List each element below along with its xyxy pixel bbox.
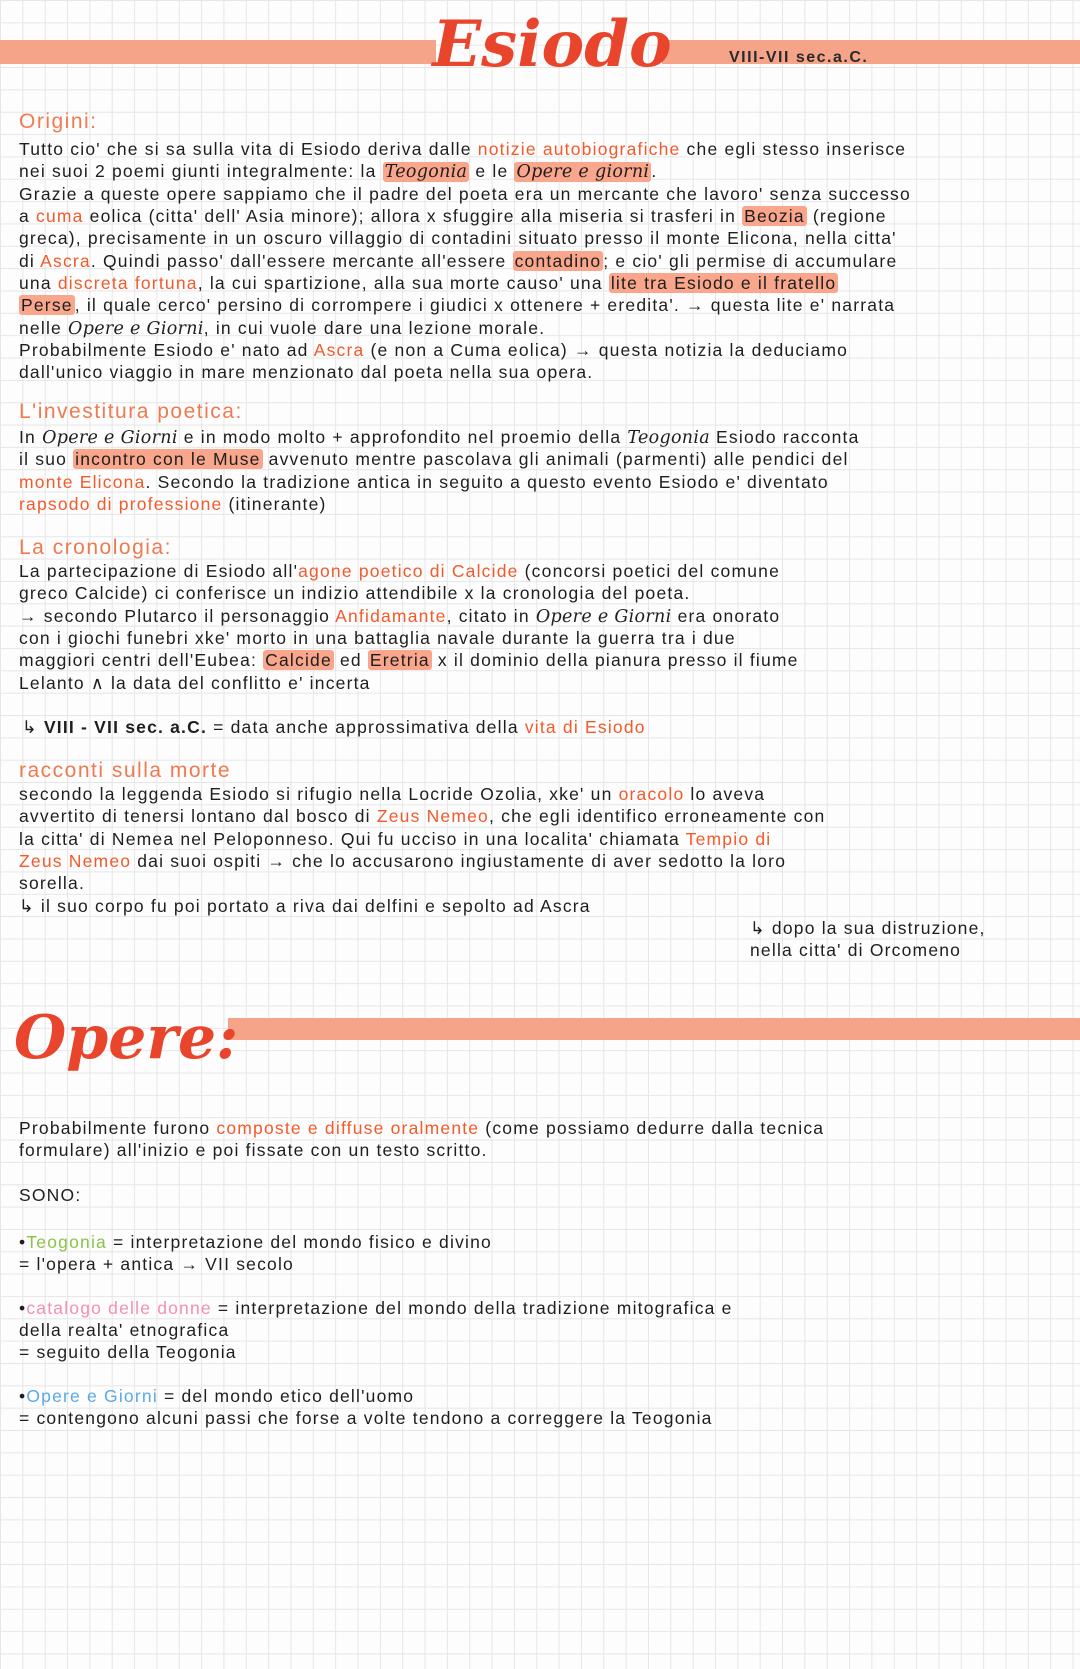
text-line [750, 939, 986, 961]
orange-keyword: Anfidamante [335, 605, 447, 626]
title-stripe-left [0, 40, 436, 64]
text-line [19, 1385, 733, 1407]
text-line [19, 1139, 824, 1161]
text-line [750, 917, 986, 939]
text-segment: greco Calcide) ci conferisce un indizio attendibile x la cronologia del poeta. [19, 583, 691, 604]
text-line [19, 138, 911, 160]
opere-title-stripe [228, 1018, 1080, 1040]
text-segment: ↳ [22, 717, 44, 737]
text-line [19, 560, 799, 582]
text-segment: In [19, 427, 43, 447]
text-line [19, 582, 799, 604]
work-title: Opere e Giorni [535, 606, 672, 627]
text-segment: (concorsi poetici del comune [518, 561, 781, 581]
text-segment: Esiodo racconta [710, 427, 860, 447]
text-line [19, 205, 911, 227]
text-line [19, 272, 911, 294]
orange-keyword: Ascra [313, 340, 365, 361]
text-segment: e in modo molto + approfondito nel proemio della [177, 427, 628, 447]
text-segment: dai suoi ospiti → che lo accusarono ingiustamente di aver sedotto la loro [131, 851, 787, 872]
text-line [19, 605, 799, 627]
morte-side-note [750, 917, 986, 962]
highlighted-phrase: Perse [21, 295, 73, 316]
text-segment: • [19, 1297, 27, 1318]
opere-list-label: SONO: [19, 1185, 82, 1205]
text-segment: ↳ dopo la sua distruzione, [750, 918, 986, 938]
text-line [19, 1341, 733, 1363]
text-segment: = data anche approssimativa della [207, 717, 525, 737]
text-segment: il suo [19, 449, 74, 470]
text-segment: che egli stesso inserisce [680, 139, 907, 159]
text-line [19, 850, 825, 872]
text-segment: con i giochi funebri xke' morto in una battaglia navale durante la guerra tra i due [19, 628, 736, 649]
text-segment: avvertito di tenersi lontano dal bosco di [19, 806, 377, 827]
orange-keyword: agone poetico di Calcide [298, 561, 519, 581]
text-segment: , che egli identifico erroneamente con [489, 806, 826, 827]
date-range: VIII - VII sec. a.C. [43, 717, 208, 737]
text-line [19, 627, 799, 649]
text-segment: , il quale cerco' persino di corrompere i giudici x ottenere + eredita'. → questa lite e' narrata [74, 295, 896, 316]
text-segment: = contengono alcuni passi che forse a volte tendono a correggere la Teogonia [19, 1408, 713, 1429]
text-segment: = interpretazione del mondo fisico e divino [106, 1232, 492, 1252]
orange-keyword: cuma [36, 206, 84, 227]
text-segment: (e non a Cuma eolica) → questa notizia la deduciamo [364, 340, 849, 361]
list-item [19, 1297, 733, 1364]
text-segment: nei suoi 2 poemi giunti integralmente: la [19, 161, 383, 182]
highlighted-phrase: Opere e giorni [516, 162, 650, 183]
text-line [19, 1297, 733, 1319]
text-segment: Tutto cio' che si sa sulla vita di Esiodo deriva dalle [19, 139, 478, 159]
list-item [19, 1231, 733, 1276]
text-segment: lo aveva [684, 784, 766, 804]
text-segment: = del mondo etico dell'uomo [157, 1385, 415, 1406]
text-segment: → secondo Plutarco il personaggio [19, 605, 336, 626]
orange-keyword: notizie autobiografiche [477, 139, 681, 159]
opere-list [19, 1231, 733, 1450]
text-segment: = interpretazione del mondo della tradizione mitografica e [211, 1297, 733, 1318]
pink-keyword: catalogo delle donne [26, 1297, 212, 1318]
text-segment: . [651, 161, 658, 182]
text-line [19, 1231, 733, 1253]
cronologia-date-line [22, 716, 646, 738]
text-line [19, 317, 911, 339]
highlighted-phrase: incontro con le Muse [75, 449, 261, 470]
text-line [22, 716, 646, 738]
cronologia-body [19, 560, 799, 694]
orange-keyword: composte e diffuse oralmente [216, 1118, 480, 1138]
green-keyword: Teogonia [26, 1232, 107, 1252]
text-segment: una [19, 273, 58, 294]
highlighted-phrase: Calcide [265, 650, 332, 671]
text-line [19, 805, 825, 827]
text-segment: eolica (citta' dell' Asia minore); allora x sfuggire alla miseria si trasferi in [83, 206, 743, 227]
text-line [19, 1253, 733, 1275]
blue-keyword: Opere e Giorni [26, 1385, 158, 1406]
orange-keyword: vita di Esiodo [524, 717, 646, 737]
text-segment: della realta' etnografica [19, 1320, 230, 1341]
orange-keyword: oracolo [618, 784, 685, 804]
text-segment: sorella. [19, 873, 86, 894]
text-line [19, 1407, 733, 1429]
text-segment: ; e cio' gli permise di accumulare [603, 250, 898, 271]
text-segment: Grazie a queste opere sappiamo che il padre del poeta era un mercante che lavoro' senza successo [19, 183, 911, 204]
text-segment: la citta' di Nemea nel Peloponneso. Qui fu ucciso in una localita' chiamata [19, 828, 686, 849]
text-segment: x il dominio della pianura presso il fiume [431, 650, 799, 671]
text-segment: era onorato [671, 605, 781, 626]
investitura-heading: L'investitura poetica: [19, 400, 243, 423]
text-line [19, 471, 860, 493]
work-title: Opere e Giorni [68, 318, 204, 339]
text-segment: nelle [19, 317, 69, 338]
text-segment: • [19, 1232, 27, 1252]
text-line [19, 227, 911, 249]
highlighted-phrase: Eretria [369, 650, 430, 671]
text-segment: Lelanto ∧ la data del conflitto e' incerta [19, 672, 371, 693]
text-line [19, 160, 911, 182]
text-segment: = l'opera + antica → VII secolo [19, 1254, 294, 1275]
highlighted-phrase: lite tra Esiodo e il fratello [610, 273, 837, 294]
text-line [19, 828, 825, 850]
text-segment: formulare) all'inizio e poi fissate con un testo scritto. [19, 1140, 488, 1161]
orange-keyword: Tempio di [685, 828, 772, 849]
morte-heading: racconti sulla morte [19, 759, 232, 782]
text-line [19, 493, 860, 515]
text-line [19, 448, 860, 470]
investitura-body [19, 426, 860, 515]
orange-keyword: Ascra [40, 250, 91, 271]
origini-heading: Origini: [19, 110, 98, 133]
text-line [19, 361, 911, 383]
text-segment: , citato in [446, 605, 536, 626]
text-segment: , in cui vuole dare una lezione morale. [203, 317, 546, 338]
text-segment: Probabilmente furono [19, 1118, 217, 1138]
text-line [19, 649, 799, 671]
opere-title: Opere: [14, 1003, 239, 1073]
text-segment: (regione [806, 206, 887, 227]
highlighted-phrase: contadino [514, 250, 602, 271]
orange-keyword: monte Elicona [19, 471, 146, 492]
text-line [19, 872, 825, 894]
text-segment: (come possiamo dedurre dalla tecnica [479, 1118, 825, 1138]
orange-keyword: Zeus Nemeo [376, 806, 489, 827]
text-segment: avvenuto mentre pascolava gli animali (parmenti) alle pendici del [262, 449, 849, 470]
work-title: Opere e Giorni [42, 428, 178, 448]
text-line [19, 339, 911, 361]
text-line [19, 672, 799, 694]
title-stripe-right [662, 40, 1080, 64]
page-title: Esiodo [432, 7, 672, 82]
morte-body [19, 783, 825, 917]
text-segment: ed [333, 650, 368, 671]
text-segment: secondo la leggenda Esiodo si rifugio nella Locride Ozolia, xke' un [19, 784, 619, 804]
text-segment: ↳ il suo corpo fu poi portato a riva dai delfini e sepolto ad Ascra [19, 895, 591, 916]
page-subtitle-dates: VIII-VII sec.a.C. [729, 49, 869, 66]
text-segment: greca), precisamente in un oscuro villaggio di contadini situato presso il monte Elicona, nella citta' [19, 228, 897, 249]
text-segment: a [19, 206, 36, 227]
text-line [19, 1117, 824, 1139]
text-segment: di [19, 250, 41, 271]
list-item [19, 1385, 733, 1430]
text-segment: nella citta' di Orcomeno [750, 940, 962, 961]
text-line [19, 426, 860, 448]
orange-keyword: rapsodo di professione [19, 494, 223, 515]
opere-intro [19, 1117, 824, 1162]
text-segment: La partecipazione di Esiodo all' [19, 561, 299, 581]
text-line [19, 183, 911, 205]
text-segment: . Quindi passo' dall'essere mercante all'essere [90, 250, 513, 271]
text-segment: maggiori centri dell'Eubea: [19, 650, 264, 671]
highlighted-phrase: Beozia [744, 206, 805, 227]
text-line [19, 783, 825, 805]
text-line [19, 895, 825, 917]
text-segment: dall'unico viaggio in mare menzionato dal poeta nella sua opera. [19, 362, 594, 383]
text-segment: = seguito della Teogonia [19, 1342, 237, 1363]
highlighted-phrase: Teogonia [384, 162, 468, 183]
text-segment: Probabilmente Esiodo e' nato ad [19, 340, 314, 361]
cronologia-heading: La cronologia: [19, 536, 172, 559]
text-segment: , la cui spartizione, alla sua morte causo' una [197, 273, 609, 294]
orange-keyword: Zeus Nemeo [19, 851, 132, 872]
text-line [19, 1319, 733, 1341]
text-segment: • [19, 1385, 27, 1406]
origini-body [19, 138, 911, 384]
work-title: Teogonia [627, 428, 710, 448]
text-line [19, 294, 911, 316]
text-segment: e le [469, 161, 515, 182]
text-line [19, 250, 911, 272]
text-segment: (itinerante) [222, 494, 327, 515]
orange-keyword: discreta fortuna [57, 273, 198, 294]
text-segment: . Secondo la tradizione antica in seguito a questo evento Esiodo e' diventato [145, 471, 829, 492]
